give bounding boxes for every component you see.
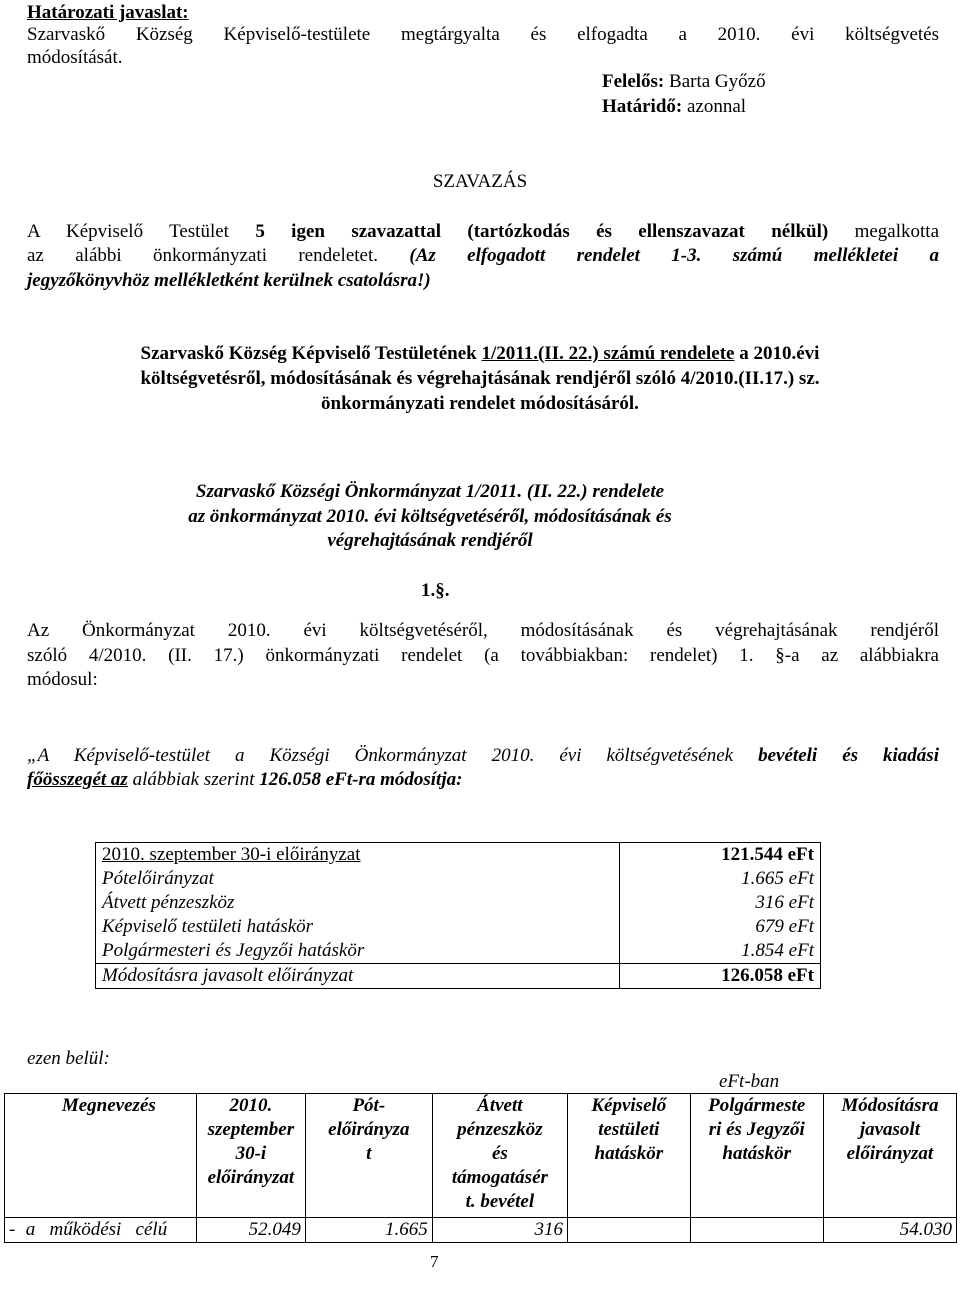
table-row — [96, 939, 821, 964]
summary-label: Képviselő testületi hatáskör — [96, 915, 620, 939]
summary-label: Polgármesteri és Jegyzői hatáskör — [96, 939, 620, 964]
header-potelo: Pót- előirányza t — [305, 1094, 432, 1218]
header-polgarmester: Polgármeste ri és Jegyzői hatáskör — [690, 1094, 823, 1218]
summary-value: 1.665 eFt — [619, 867, 820, 891]
table-row — [96, 915, 821, 939]
quote-line1: „A Képviselő-testület a Községi Önkormányzat 2010. évi költségvetésének bevételi és kiadási — [27, 745, 939, 766]
section-number: 1.§. — [421, 580, 450, 601]
summary-value: 1.854 eFt — [619, 939, 820, 964]
section-line1: Az Önkormányzat 2010. évi költségvetéséről, módosításának és végrehajtásának rendjéről — [27, 620, 939, 641]
table-row — [96, 964, 821, 989]
row-value: 1.665 — [305, 1218, 432, 1243]
detail-table — [4, 1093, 957, 1243]
vote-line2: az alábbi önkormányzati rendeletet. (Az elfogadott rendelet 1-3. számú mellékletei a — [27, 245, 939, 266]
decree-title-line2: költségvetésről, módosításának és végrehajtásának rendjéről szóló 4/2010.(II.17.) sz. — [140, 368, 820, 389]
summary-value: 679 eFt — [619, 915, 820, 939]
summary-label: Átvett pénzeszköz — [96, 891, 620, 915]
deadline-value: azonnal — [686, 96, 747, 117]
table-header-row — [5, 1094, 957, 1218]
summary-value: 121.544 eFt — [619, 843, 820, 868]
row-dash: - — [5, 1218, 22, 1243]
header-modositasra: Módosításra javasolt előirányzat — [823, 1094, 956, 1218]
page-number: 7 — [430, 1252, 439, 1271]
row-value: 52.049 — [196, 1218, 305, 1243]
resolution-heading: Határozati javaslat: — [27, 2, 189, 23]
decree-subtitle-line2: az önkormányzat 2010. évi költségvetéséről, módosításának és — [188, 506, 672, 527]
row-value: 316 — [432, 1218, 567, 1243]
table-row — [96, 891, 821, 915]
section-line3: módosul: — [27, 669, 98, 690]
vote-line1: A Képviselő Testület 5 igen szavazattal (tartózkodás és ellenszavazat nélkül) megalkotta — [27, 221, 940, 242]
table-row — [5, 1218, 957, 1243]
deadline-label: Határidő: — [602, 96, 683, 117]
row-value: 54.030 — [823, 1218, 956, 1243]
summary-label: Pótelőirányzat — [96, 867, 620, 891]
responsible-label: Felelős: — [602, 71, 665, 92]
resolution-text-line2: módosítását. — [27, 47, 123, 68]
header-atvett: Átvett pénzeszköz és támogatásér t. bevétel — [432, 1094, 567, 1218]
summary-value: 316 eFt — [619, 891, 820, 915]
decree-subtitle-line1: Szarvaskő Községi Önkormányzat 1/2011. (II. 22.) rendelete — [195, 481, 665, 502]
row-label: a működési célú — [22, 1218, 197, 1243]
resolution-text-line1: Szarvaskő Község Képviselő-testülete megtárgyalta és elfogadta a 2010. évi költségvetés — [27, 24, 939, 45]
header-megnevezes: Megnevezés — [22, 1094, 197, 1218]
detail-intro: ezen belül: — [27, 1048, 110, 1069]
row-value — [568, 1218, 691, 1243]
summary-value: 126.058 eFt — [619, 964, 820, 989]
responsible-value: Barta Győző — [669, 71, 766, 92]
decree-title-line3: önkormányzati rendelet módosításáról. — [321, 393, 639, 414]
summary-label: 2010. szeptember 30-i előirányzat — [96, 843, 620, 868]
summary-label: Módosításra javasolt előirányzat — [96, 964, 620, 989]
table-row — [96, 843, 821, 868]
deadline-line — [602, 96, 746, 118]
responsible-line — [602, 71, 766, 93]
decree-subtitle-line3: végrehajtásának rendjéről — [327, 530, 533, 551]
quote-line2: főösszegét az alábbiak szerint 126.058 eFt-ra módosítja: — [27, 769, 463, 790]
header-sept30: 2010. szeptember 30-i előirányzat — [196, 1094, 305, 1218]
table-row — [96, 867, 821, 891]
row-value — [690, 1218, 823, 1243]
summary-table — [95, 842, 821, 989]
header-kepviselo: Képviselő testületi hatáskör — [568, 1094, 691, 1218]
decree-title-line1: Szarvaskő Község Képviselő Testületének 1/2011.(II. 22.) számú rendelete a 2010.évi — [140, 343, 820, 364]
section-line2: szóló 4/2010. (II. 17.) önkormányzati rendelet (a továbbiakban: rendelet) 1. §-a az alábbiakra — [27, 645, 939, 666]
vote-line3: jegyzőkönyvhöz mellékletként kerülnek csatolásra!) — [27, 270, 431, 291]
detail-unit: eFt-ban — [719, 1071, 780, 1092]
vote-title: SZAVAZÁS — [432, 171, 528, 192]
